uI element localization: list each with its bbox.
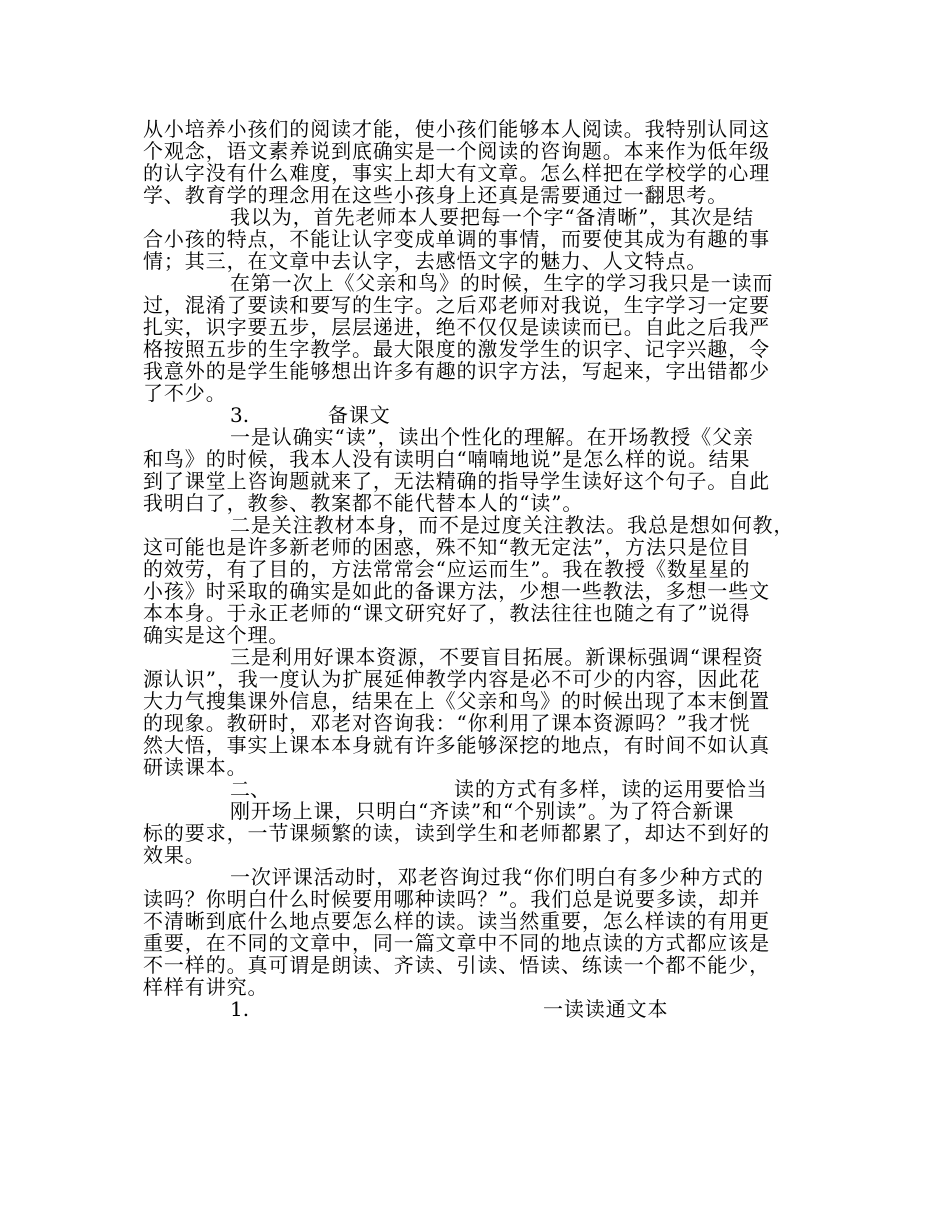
paragraph-first-line: 三是利用好课本资源，不要盲目拓展。新课标强调“课程资	[230, 645, 764, 669]
text-line: 大力气搜集课外信息，结果在上《父亲和鸟》的时候出现了本末倒置	[143, 689, 770, 713]
text-line: 过，混淆了要读和要写的生字。之后邓老师对我说，生字学习一定要	[143, 293, 770, 317]
paragraph-first-line: 二是关注教材本身，而不是过度关注教法。我总是想如何教，	[230, 513, 795, 537]
text-line: 不一样的。真可谓是朗读、齐读、引读、悟读、练读一个都不能少，	[143, 953, 770, 977]
paragraph-first-line: 刚开场上课，只明白“齐读”和“个别读”。为了符合新课	[230, 799, 735, 823]
text-line: 从小培养小孩们的阅读才能，使小孩们能够本人阅读。我特别认同这	[143, 117, 770, 141]
text-line: 扎实，识字要五步，层层递进，绝不仅仅是读读而已。自此之后我严	[143, 315, 770, 339]
text-line: 合小孩的特点，不能让认字变成单调的事情，而要使其成为有趣的事	[143, 227, 770, 251]
text-line: 这可能也是许多新老师的困惑，殊不知“教无定法”，方法只是位目	[143, 535, 751, 559]
section-title: 一读读通文本	[543, 997, 669, 1021]
paragraph-first-line: 我以为，首先老师本人要把每一个字“备清晰”，其次是结	[230, 205, 754, 229]
text-line: 学、教育学的理念用在这些小孩身上还真是需要通过一翻思考。	[143, 183, 729, 207]
document-body	[143, 118, 809, 1020]
text-line: 到了课堂上咨询题就来了，无法精确的指导学生读好这个句子。自此	[143, 469, 770, 493]
text-line: 小孩》时采取的确实是如此的备课方法，少想一些教法，多想一些文	[143, 579, 770, 603]
paragraph-first-line: 一次评课活动时，邓老咨询过我“你们明白有多少种方式的	[230, 865, 764, 889]
text-line: 读吗？你明白什么时候要用哪种读吗？”。我们总是说要多读，却并	[143, 887, 761, 911]
paragraph-first-line: 在第一次上《父亲和鸟》的时候，生字的学习我只是一读而	[230, 271, 774, 295]
text-line: 研读课本。	[143, 755, 248, 779]
section-title: 读的方式有多样，读的运用要恰当	[454, 777, 768, 801]
text-line: 效果。	[143, 843, 206, 867]
text-line: 格按照五步的生字教学。最大限度的激发学生的识字、记字兴趣，令	[143, 337, 770, 361]
text-line: 不清晰到底什么地点要怎么样的读。读当然重要，怎么样读的有用更	[143, 909, 770, 933]
text-line: 情；其三，在文章中去认字，去感悟文字的魅力、人文特点。	[143, 249, 708, 273]
text-line: 的效劳，有了目的，方法常常会“应运而生”。我在教授《数星星的	[143, 557, 751, 581]
text-line: 本本身。于永正老师的“课文研究好了，教法往往也随之有了”说得	[143, 601, 751, 625]
text-line: 我意外的是学生能够想出许多有趣的识字方法，写起来，字出错都少	[143, 359, 770, 383]
section-title: 备课文	[328, 403, 391, 427]
text-line: 的现象。教研时，邓老对咨询我：“你利用了课本资源吗？”我才恍	[143, 711, 751, 735]
text-line: 和鸟》的时候，我本人没有读明白“喃喃地说”是怎么样的说。结果	[143, 447, 751, 471]
section-heading	[143, 404, 809, 426]
text-line: 样样有讲究。	[143, 975, 269, 999]
section-number: 1.	[230, 997, 250, 1021]
text-line: 重要，在不同的文章中，同一篇文章中不同的地点读的方式都应该是	[143, 931, 770, 955]
paragraph-first-line: 一是认确实“读”，读出个性化的理解。在开场教授《父亲	[230, 425, 754, 449]
text-line: 确实是这个理。	[143, 623, 290, 647]
section-number: 3.	[230, 403, 250, 427]
text-line: 个观念，语文素养说到底确实是一个阅读的咨询题。本来作为低年级	[143, 139, 770, 163]
section-heading	[143, 778, 809, 800]
text-line: 源认识”，我一度认为扩展延伸教学内容是必不可少的内容，因此花	[143, 667, 761, 691]
section-heading	[143, 998, 809, 1020]
text-line: 标的要求，一节课频繁的读，读到学生和老师都累了，却达不到好的	[143, 821, 770, 845]
text-line: 的认字没有什么难度，事实上却大有文章。怎么样把在学校学的心理	[143, 161, 770, 185]
text-line: 我明白了，教参、教案都不能代替本人的“读”。	[143, 491, 584, 515]
text-line: 然大悟，事实上课本本身就有许多能够深挖的地点，有时间不如认真	[143, 733, 770, 757]
section-number: 二、	[230, 777, 270, 801]
text-line: 了不少。	[143, 381, 227, 405]
